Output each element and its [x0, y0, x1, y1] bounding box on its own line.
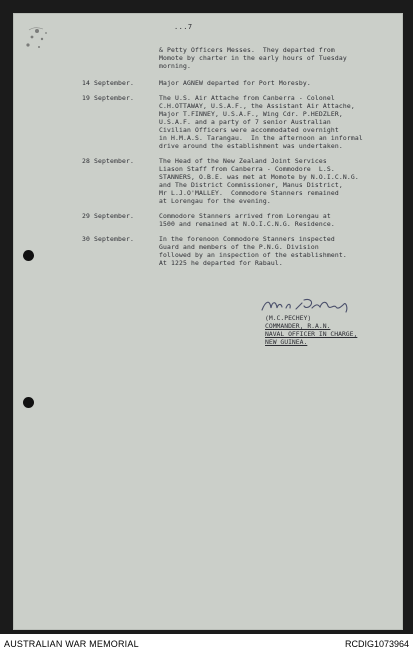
entry-line: Liason Staff from Canberra - Commodore L.S.	[159, 165, 335, 173]
entry-line: Major T.FINNEY, U.S.A.F., Wing Cdr. P.HEDZLER,	[159, 110, 343, 118]
entry-line: at Lorengau for the evening.	[159, 197, 271, 205]
entry-line: Mr L.J.O'MALLEY. Commodore Stanners remained	[159, 189, 339, 197]
ink-stain	[19, 21, 57, 55]
entry-line: Civilian Officers were accommodated overnight	[159, 126, 339, 134]
archive-name: AUSTRALIAN WAR MEMORIAL	[4, 639, 139, 649]
entry-line: in H.M.A.S. Tarangau. In the afternoon an informal	[159, 134, 363, 142]
entry-line: Guard and members of the P.N.G. Division	[159, 243, 319, 251]
entry-date: 28 September.	[82, 157, 134, 165]
entry-date: 30 September.	[82, 235, 134, 243]
archive-footer	[0, 634, 413, 653]
archive-id: RCDIG1073964	[344, 639, 409, 649]
entry-line: 1500 and remained at N.O.I.C.N.G. Residence.	[159, 220, 335, 228]
punch-hole	[23, 397, 34, 408]
entry-date: 29 September.	[82, 212, 134, 220]
entry-line: At 1225 he departed for Rabaul.	[159, 259, 283, 267]
signatory-name: (M.C.PECHEY)	[265, 314, 312, 322]
entry-line: The Head of the New Zealand Joint Services	[159, 157, 327, 165]
entry-line: In the forenoon Commodore Stanners inspected	[159, 235, 335, 243]
entry-line: The U.S. Air Attache from Canberra - Colonel	[159, 94, 335, 102]
entry-line: Commodore Stanners arrived from Lorengau at	[159, 212, 331, 220]
signatory-rank: COMMANDER, R.A.N.	[265, 322, 331, 330]
signatory-title: NAVAL OFFICER IN CHARGE,	[265, 330, 358, 338]
entry-line: Major AGNEW departed for Port Moresby.	[159, 79, 311, 87]
entry-line: drive around the establishment was undertaken.	[159, 142, 343, 150]
punch-hole	[23, 250, 34, 261]
intro-line: & Petty Officers Messes. They departed from	[159, 46, 335, 54]
handwritten-signature	[258, 294, 358, 316]
entry-line: C.H.OTTAWAY, U.S.A.F., the Assistant Air Attache,	[159, 102, 355, 110]
document-page	[13, 13, 403, 630]
signatory-region: NEW GUINEA.	[265, 338, 308, 346]
entry-line: followed by an inspection of the establishment.	[159, 251, 347, 259]
intro-line: morning.	[159, 62, 191, 70]
entry-line: U.S.A.F. and a party of 7 senior Australian	[159, 118, 331, 126]
entry-date: 14 September.	[82, 79, 134, 87]
entry-date: 19 September.	[82, 94, 134, 102]
entry-line: STANNERS, O.B.E. was met at Momote by N.O.I.C.N.G.	[159, 173, 359, 181]
entry-line: and The District Commissioner, Manus District,	[159, 181, 343, 189]
intro-line: Momote by charter in the early hours of Tuesday	[159, 54, 347, 62]
page-number: ...7	[174, 23, 193, 31]
